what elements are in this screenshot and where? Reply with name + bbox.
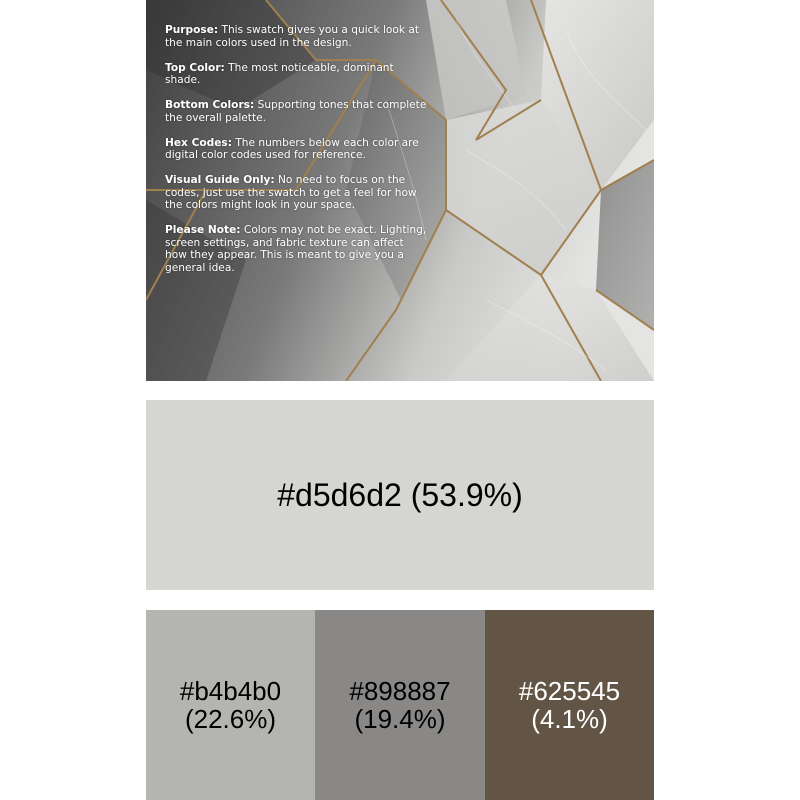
dominant-color-swatch	[146, 400, 654, 590]
note-title: Bottom Colors:	[165, 99, 255, 111]
note-text: No need to focus on the codes, just use the swatch to get a feel for how the colors might look in your space.	[165, 174, 417, 211]
secondary-color-swatch-3	[485, 610, 654, 800]
note-title: Visual Guide Only:	[165, 174, 275, 186]
note-title: Please Note:	[165, 224, 241, 236]
swatch-notes	[165, 24, 427, 287]
note-please-note	[165, 224, 427, 274]
swatch-percent: (19.4%)	[354, 704, 446, 734]
note-top-color	[165, 62, 427, 87]
note-visual-guide	[165, 174, 427, 212]
note-text: Colors may not be exact. Lighting, screen settings, and fabric texture can affect how they appear. This is meant to give you a general idea.	[165, 224, 427, 274]
note-title: Purpose:	[165, 24, 219, 36]
note-text: This swatch gives you a quick look at the main colors used in the design.	[165, 24, 420, 49]
swatch-hex: #d5d6d2	[277, 477, 402, 513]
swatch-percent: (4.1%)	[531, 704, 608, 734]
secondary-color-swatch-1	[146, 610, 315, 800]
swatch-hex: #b4b4b0	[179, 676, 282, 706]
note-title: Hex Codes:	[165, 136, 232, 149]
swatch-label	[277, 477, 523, 513]
marble-pattern-image	[146, 0, 654, 381]
note-text: The numbers below each color are digital color codes used for reference.	[165, 136, 419, 161]
note-hex-codes	[165, 137, 427, 162]
swatch-hex: #625545	[518, 676, 621, 706]
swatch-percent: (22.6%)	[184, 704, 277, 734]
note-bottom-colors	[165, 99, 427, 124]
secondary-color-swatch-2	[315, 610, 485, 800]
note-purpose	[165, 24, 427, 49]
note-text: The most noticeable, dominant shade.	[165, 61, 394, 86]
swatch-hex: #898887	[349, 676, 451, 706]
note-text: Supporting tones that complete the overall palette.	[165, 99, 427, 124]
swatch-percent: (53.9%)	[410, 477, 523, 513]
note-title: Top Color:	[165, 61, 225, 74]
